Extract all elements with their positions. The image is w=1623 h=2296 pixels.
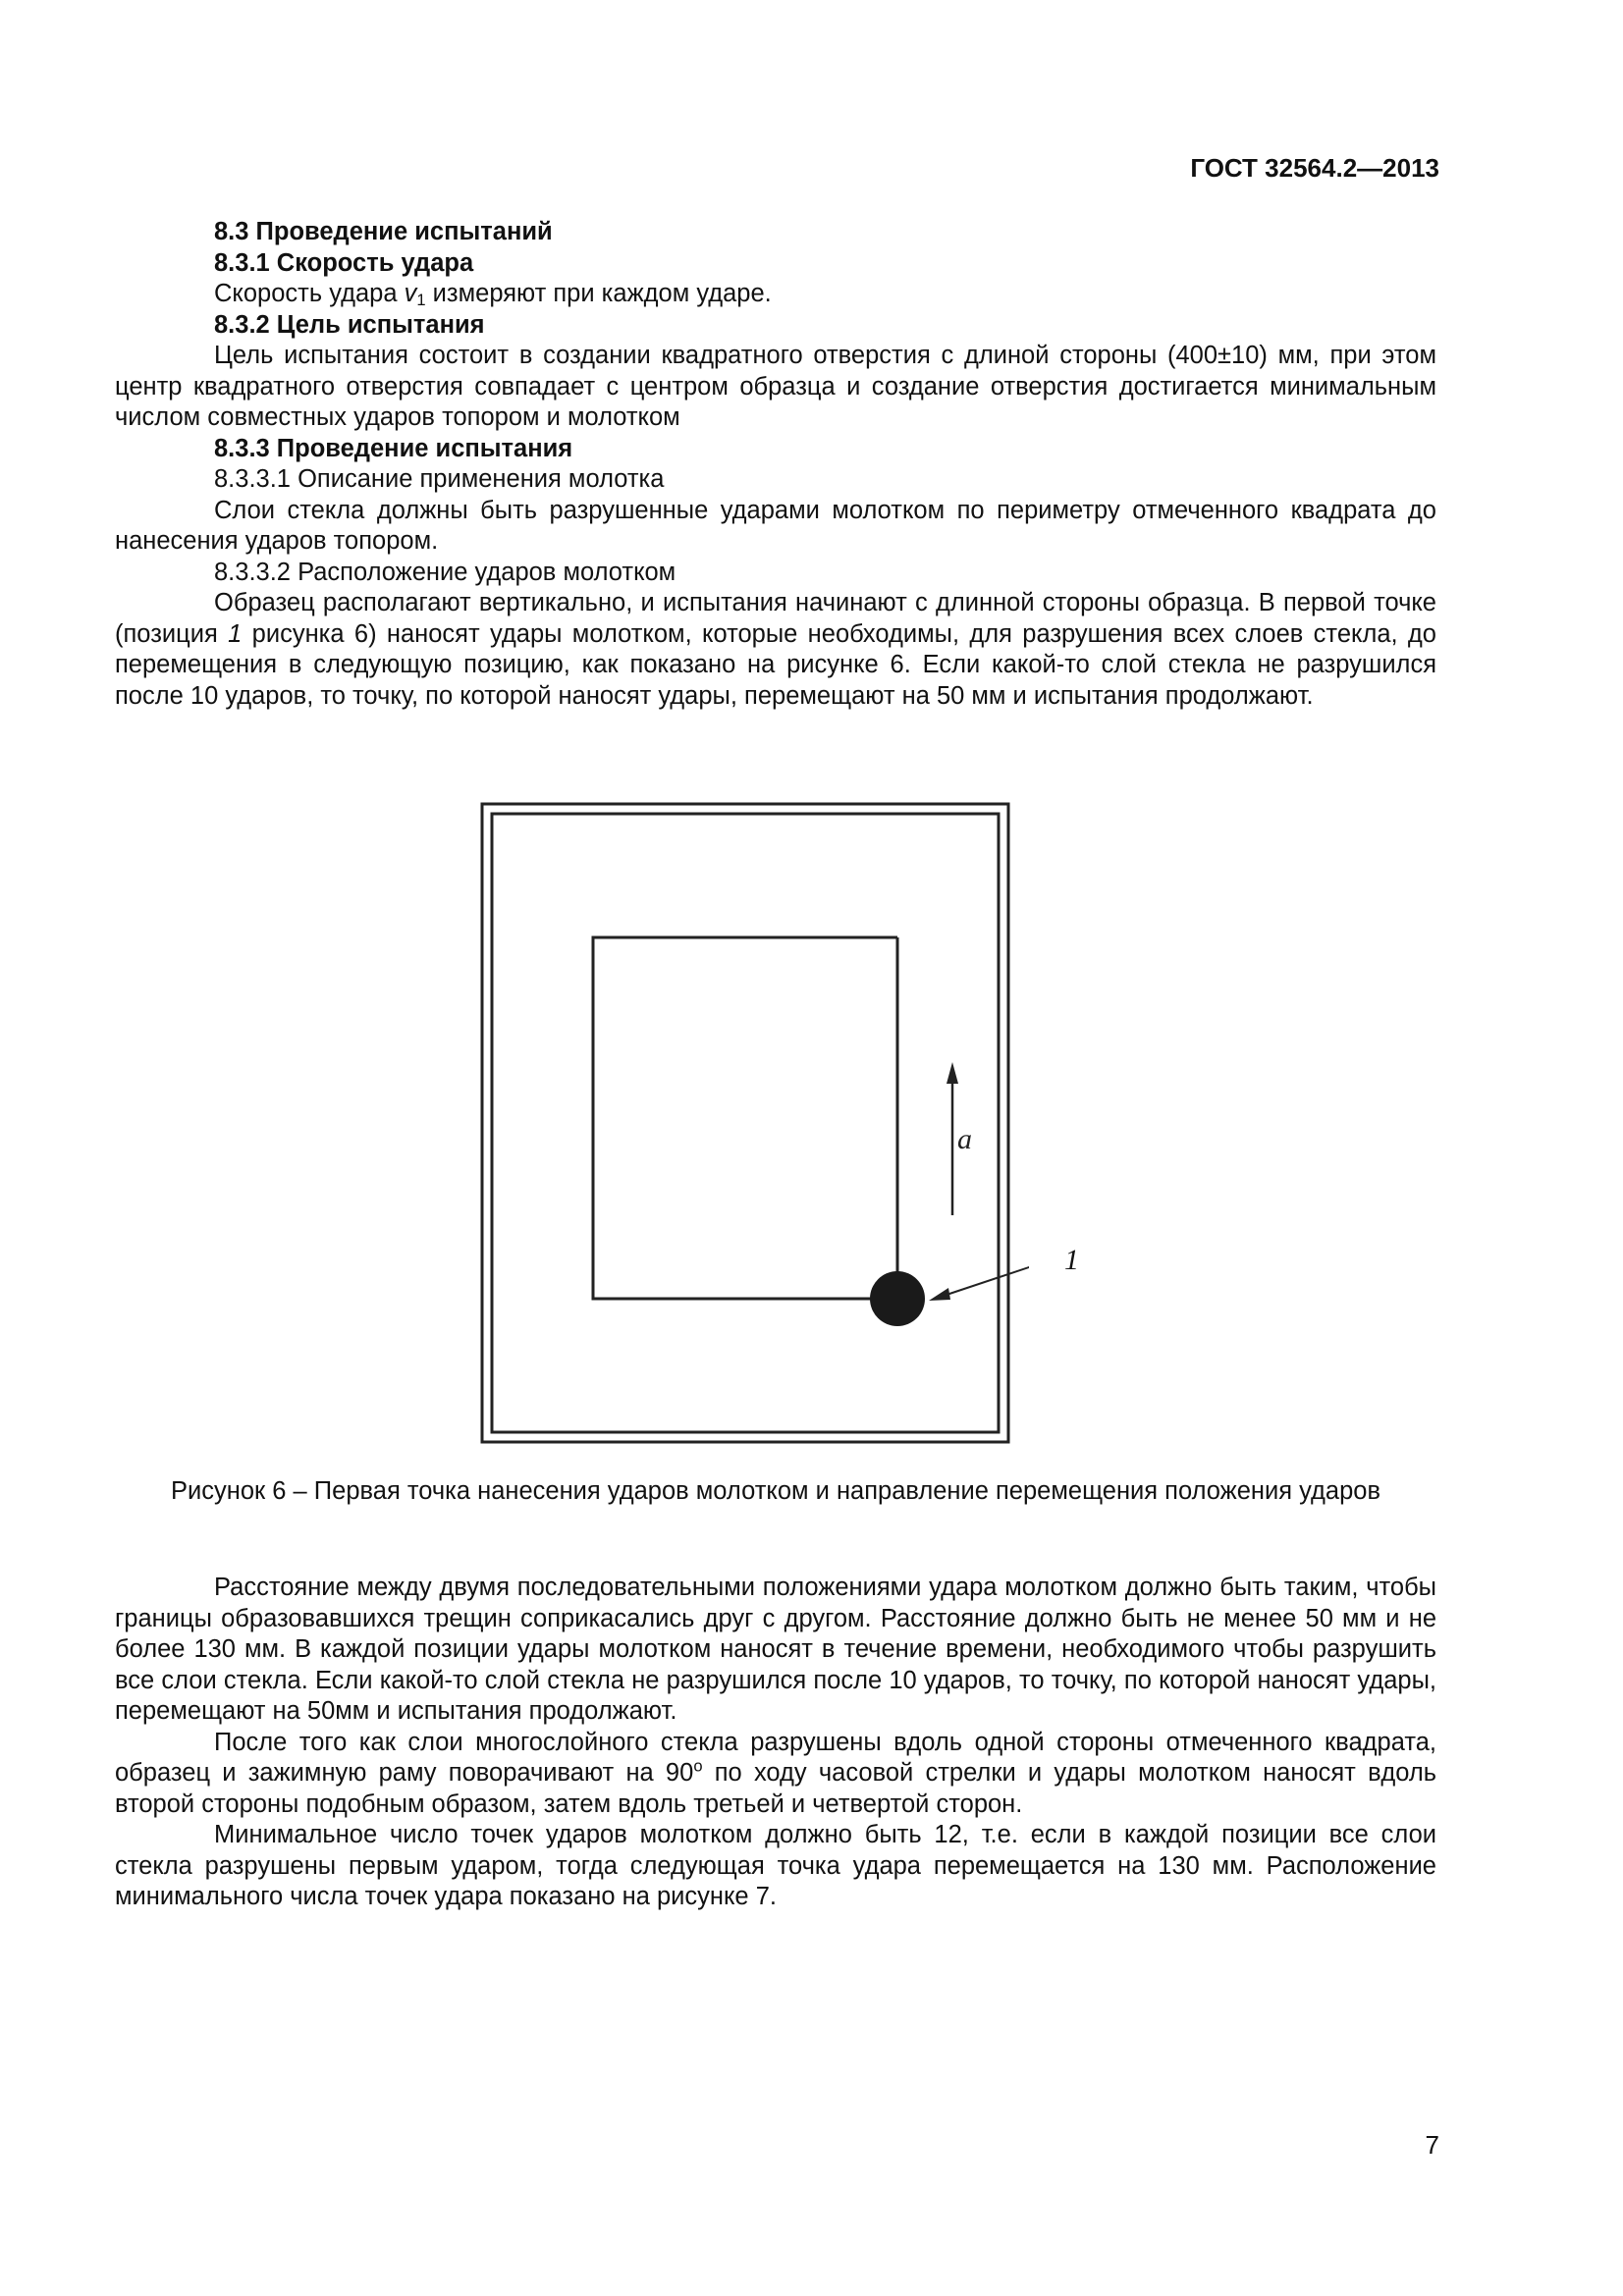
subsection-8-3-3-2-title: 8.3.3.2 Расположение ударов молотком (214, 558, 676, 586)
figure-6-caption: Рисунок 6 – Первая точка нанесения ударов молотком и направление перемещения положения ударов (171, 1477, 1380, 1505)
figure-6 (479, 801, 1079, 1456)
subsection-8-3-3-1-text: Слои стекла должны быть разрушенные ударами молотком по периметру отмеченного квадрата до нанесения ударов топором. (115, 496, 1436, 555)
subsection-8-3-1-text: Скорость удара $v_1$ измеряют при каждом ударе. (214, 280, 772, 310)
subsection-8-3-3-title: 8.3.3 Проведение испытания (214, 434, 573, 462)
leader-line (941, 1258, 1029, 1297)
label-a: a (957, 1123, 972, 1155)
subsection-8-3-1-title: 8.3.1 Скорость удара (214, 248, 474, 277)
marked-square (593, 937, 897, 1299)
subsection-8-3-2-title: 8.3.2 Цель испытания (214, 310, 485, 339)
after-figure-text (115, 1573, 1436, 1913)
section-title: 8.3 Проведение испытаний (214, 218, 553, 245)
page-number: 7 (1425, 2130, 1439, 2160)
paragraph-distance: Расстояние между двумя последовательными положениями удара молотком должно быть таким, чтобы границы образовавшихся трещин соприкасались друг с другом. Расстояние должно быть не менее 50 мм и не более 130 мм. В каждой позиции удары молотком наносят в течение времени, необходимого чтобы разрушить все слои стекла. Если какой-то слой стекла не разрушился после 10 ударов, то точку, по которой наносят удары, перемещают на 50мм и испытания продолжают. (115, 1574, 1436, 1725)
paragraph-rotation: После того как слои многослойного стекла разрушены вдоль одной стороны отмеченного квадрата, образец и зажимную раму поворачивают на 90$^o$ по ходу часовой стрелки и удары молотком наносят вдоль второй стороны подобным образом, затем вдоль третьей и четвертой сторон. (115, 1728, 1436, 1818)
inner-frame (492, 814, 999, 1432)
subsection-8-3-2-text: Цель испытания состоит в создании квадратного отверстия с длиной стороны (400±10) мм, при этом центр квадратного отверстия совпадает с центром образца и создание отверстия достигается минимальным числом совместных ударов топором и молотком (115, 342, 1436, 431)
subsection-8-3-3-1-title: 8.3.3.1 Описание применения молотка (214, 465, 665, 493)
figure-6-diagram (479, 801, 1029, 1449)
first-impact-point (870, 1271, 925, 1326)
leader-arrow-head (929, 1288, 950, 1301)
subsection-8-3-3-2-text: Образец располагают вертикально, и испытания начинают с длинной стороны образца. В первой точке (позиция 1 рисунка 6) наносят удары молотком, которые необходимы, для разрушения всех слоев стекла, до перемещения в следующую позицию, как показано на рисунке 6. Если какой-то слой стекла не разрушился после 10 ударов, то точку, по которой наносят удары, перемещают на 50 мм и испытания продолжают. (115, 589, 1436, 710)
outer-frame (482, 804, 1008, 1442)
document-header: ГОСТ 32564.2—2013 (1190, 153, 1439, 183)
label-1: 1 (1064, 1244, 1079, 1276)
paragraph-minimum-points: Минимальное число точек ударов молотком должно быть 12, т.е. если в каждой позиции все слои стекла разрушены первым ударом, тогда следующая точка удара перемещается на 130 мм. Расположение минимального числа точек удара показано на рисунке 7. (115, 1821, 1436, 1910)
direction-arrow-head (947, 1062, 958, 1084)
section-8-3 (115, 217, 1436, 712)
